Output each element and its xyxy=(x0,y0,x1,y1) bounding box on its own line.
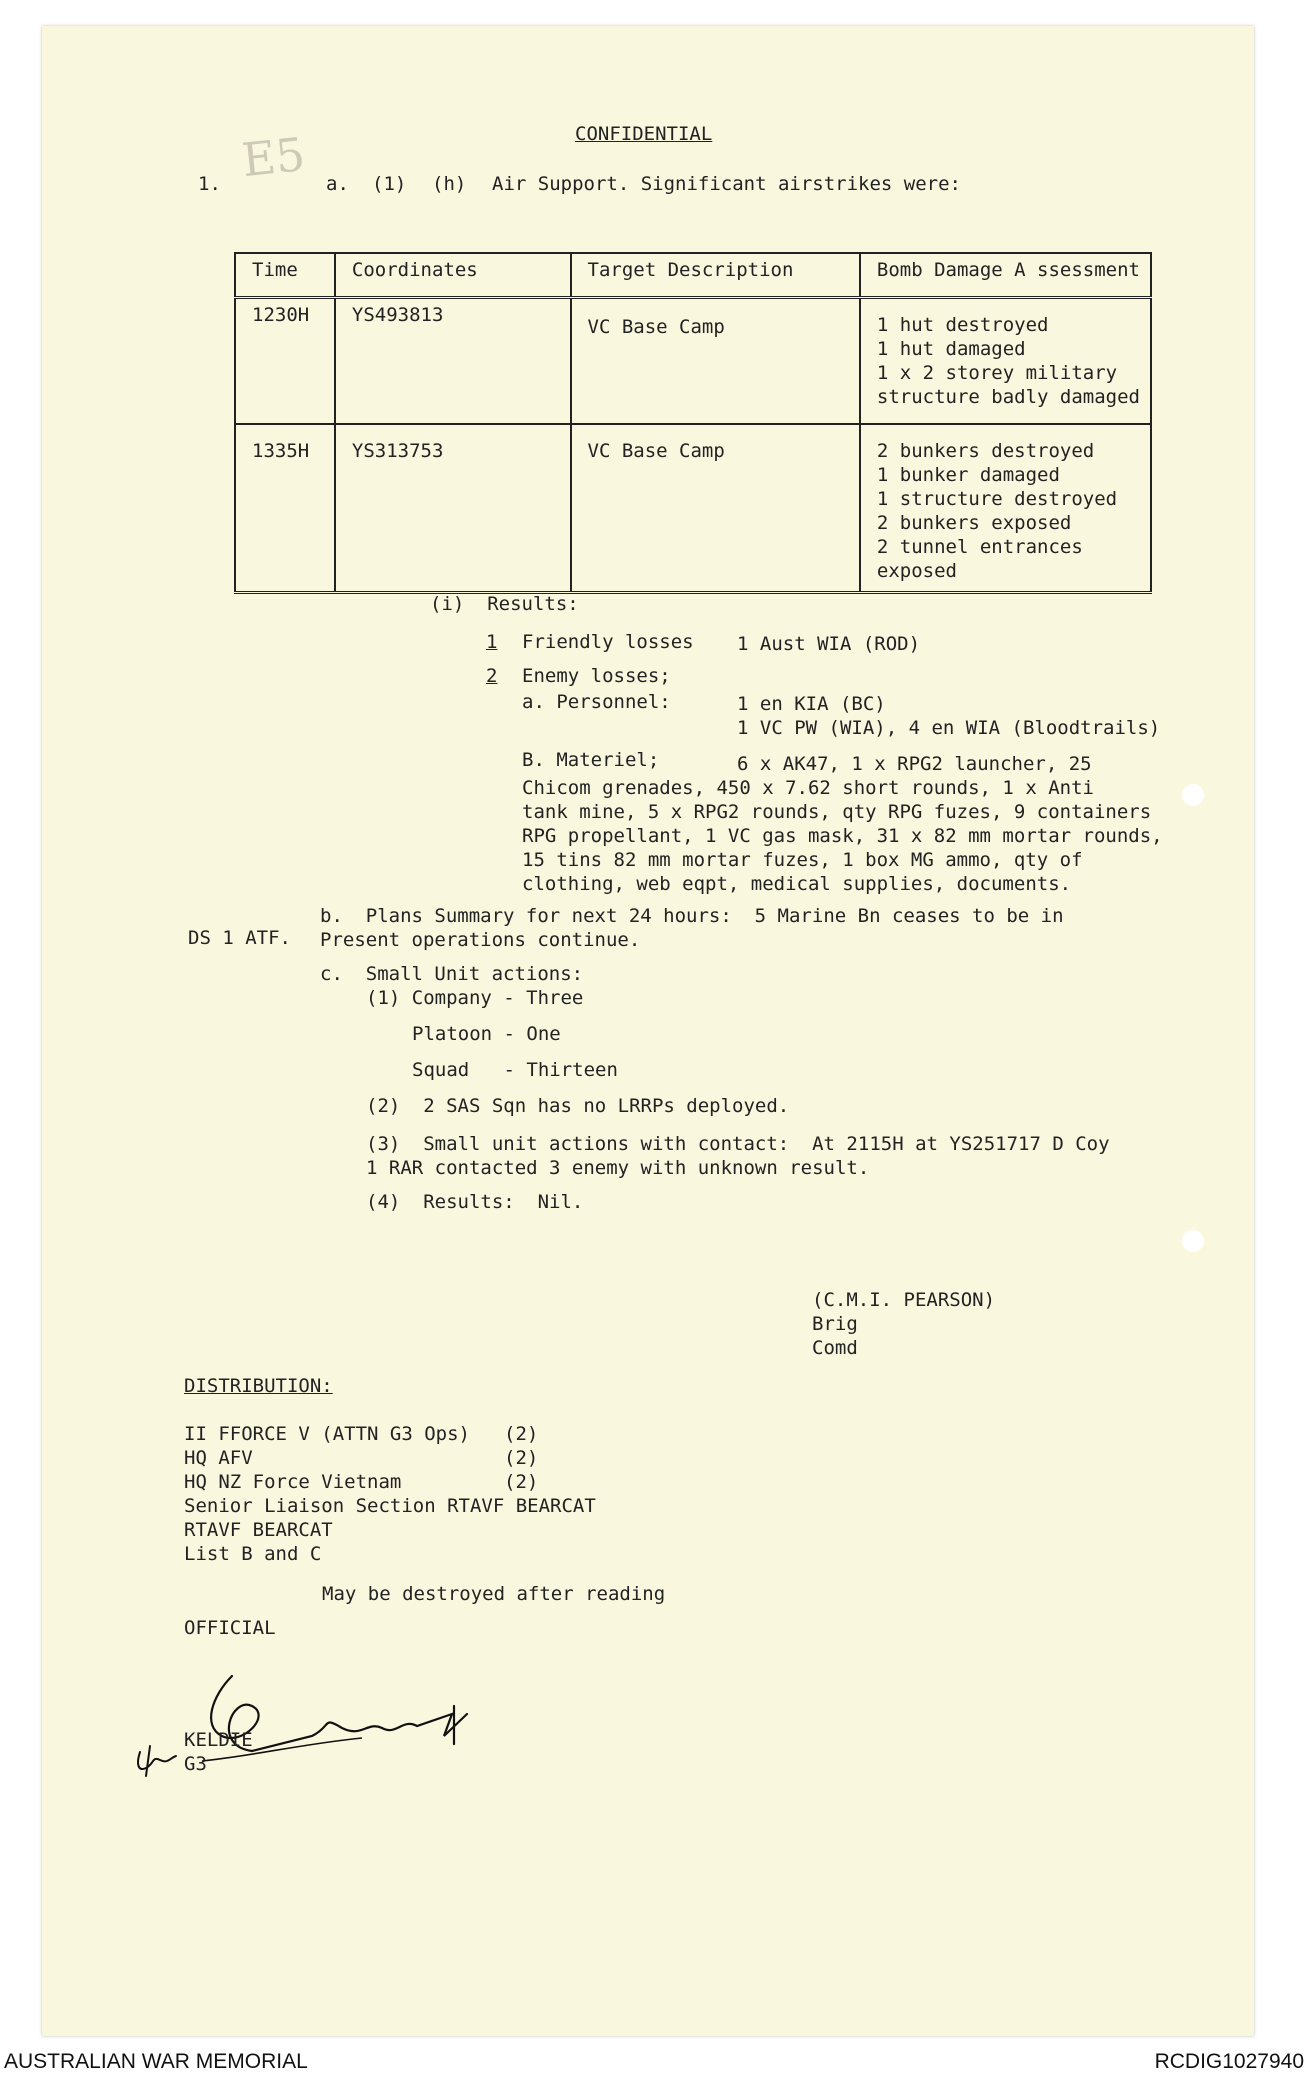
friendly-label: Friendly losses xyxy=(522,631,694,653)
distribution-count: (2) xyxy=(504,1471,539,1493)
small-unit-item3: (3) Small unit actions with contact: At 2115H at YS251717 D Coy xyxy=(366,1133,1110,1155)
keldie-name: KELDIE xyxy=(184,1729,253,1751)
para-text: Air Support. Significant airstrikes were: xyxy=(492,173,961,195)
classification-header: CONFIDENTIAL xyxy=(575,123,713,145)
bda-line: exposed xyxy=(876,560,957,582)
table-row xyxy=(235,424,1151,593)
distribution-count: (2) xyxy=(504,1423,539,1445)
distribution-line: HQ NZ Force Vietnam xyxy=(184,1471,402,1493)
signatory-rank: Brig xyxy=(812,1313,858,1335)
bda-line: 1 x 2 storey military xyxy=(876,362,1118,384)
distribution-heading: DISTRIBUTION: xyxy=(184,1375,333,1397)
cell-bda xyxy=(860,298,1151,425)
header-bda: Bomb Damage A ssessment xyxy=(860,253,1151,298)
table-row xyxy=(235,298,1151,425)
handwritten-signature xyxy=(192,1666,532,1786)
small-unit-platoon: Platoon - One xyxy=(412,1023,561,1045)
bomb-damage-table xyxy=(234,252,1152,594)
official-label: OFFICIAL xyxy=(184,1617,276,1639)
cell-target: VC Base Camp xyxy=(571,298,860,425)
small-unit-company: (1) Company - Three xyxy=(366,987,584,1009)
cell-bda xyxy=(860,424,1151,593)
plans-line: b. Plans Summary for next 24 hours: 5 Marine Bn ceases to be in xyxy=(320,905,1064,927)
materiel-line: RPG propellant, 1 VC gas mask, 31 x 82 mm mortar rounds, xyxy=(522,825,1163,847)
cell-time: 1335H xyxy=(235,424,335,593)
small-unit-item3-cont: 1 RAR contacted 3 enemy with unknown result. xyxy=(366,1157,870,1179)
bda-line: 1 hut destroyed xyxy=(876,314,1049,336)
bda-line: 1 bunker damaged xyxy=(876,464,1060,486)
materiel-line: clothing, web eqpt, medical supplies, documents. xyxy=(522,873,1072,895)
footer-record-id: RCDIG1027940 xyxy=(1154,2050,1304,2073)
table-header-row xyxy=(235,253,1151,298)
distribution-line: II FFORCE V (ATTN G3 Ops) xyxy=(184,1423,470,1445)
bda-line: 2 bunkers destroyed xyxy=(876,440,1095,462)
keldie-appointment: G3 xyxy=(184,1753,207,1775)
materiel-line: tank mine, 5 x RPG2 rounds, qty RPG fuzes, 9 containers xyxy=(522,801,1152,823)
personnel-line: 1 en KIA (BC) xyxy=(737,693,886,715)
distribution-line: RTAVF BEARCAT xyxy=(184,1519,333,1541)
small-unit-squad: Squad - Thirteen xyxy=(412,1059,618,1081)
para-sub-a: a. xyxy=(326,173,349,195)
bda-line: 1 structure destroyed xyxy=(876,488,1118,510)
distribution-line: HQ AFV xyxy=(184,1447,253,1469)
distribution-line: Senior Liaison Section RTAVF BEARCAT xyxy=(184,1495,596,1517)
punch-hole xyxy=(1182,784,1204,806)
distribution-line: List B and C xyxy=(184,1543,322,1565)
document-sheet xyxy=(42,26,1254,2036)
bda-line: structure badly damaged xyxy=(876,386,1140,408)
header-time: Time xyxy=(235,253,335,298)
enemy-label: Enemy losses; xyxy=(522,665,671,687)
plans-continue: Present operations continue. xyxy=(320,929,641,951)
plans-ds: DS 1 ATF. xyxy=(188,927,291,949)
small-unit-heading: c. Small Unit actions: xyxy=(320,963,584,985)
para-sub-1: (1) xyxy=(372,173,407,195)
bda-line: 1 hut damaged xyxy=(876,338,1026,360)
cell-time: 1230H xyxy=(235,298,335,425)
signatory-name: (C.M.I. PEARSON) xyxy=(812,1289,996,1311)
cell-target: VC Base Camp xyxy=(571,424,860,593)
materiel-line: 15 tins 82 mm mortar fuzes, 1 box MG ammo, qty of xyxy=(522,849,1083,871)
enemy-number: 2 xyxy=(486,665,498,687)
bda-line: 2 bunkers exposed xyxy=(876,512,1072,534)
header-target: Target Description xyxy=(571,253,860,298)
materiel-line: 6 x AK47, 1 x RPG2 launcher, 25 xyxy=(737,753,1092,775)
footer-archive-name: AUSTRALIAN WAR MEMORIAL xyxy=(4,2050,308,2073)
cell-coordinates: YS313753 xyxy=(335,424,571,593)
bda-line: 2 tunnel entrances xyxy=(876,536,1083,558)
materiel-line: Chicom grenades, 450 x 7.62 short rounds, 1 x Anti xyxy=(522,777,1094,799)
punch-hole xyxy=(1182,1230,1204,1252)
materiel-label: B. Materiel; xyxy=(522,749,660,771)
for-initials xyxy=(132,1742,192,1782)
small-unit-item4: (4) Results: Nil. xyxy=(366,1191,584,1213)
destroy-note: May be destroyed after reading xyxy=(322,1583,666,1605)
signatory-role: Comd xyxy=(812,1337,858,1359)
header-coordinates: Coordinates xyxy=(335,253,571,298)
distribution-count: (2) xyxy=(504,1447,539,1469)
friendly-value: 1 Aust WIA (ROD) xyxy=(737,633,921,655)
para-number: 1. xyxy=(198,173,221,195)
friendly-number: 1 xyxy=(486,631,498,653)
personnel-line: 1 VC PW (WIA), 4 en WIA (Bloodtrails) xyxy=(737,717,1161,739)
cell-coordinates: YS493813 xyxy=(335,298,571,425)
results-label: (i) Results: xyxy=(430,593,579,615)
para-sub-h: (h) xyxy=(432,173,467,195)
small-unit-item2: (2) 2 SAS Sqn has no LRRPs deployed. xyxy=(366,1095,790,1117)
pencil-folio-mark: E5 xyxy=(239,126,308,188)
personnel-label: a. Personnel: xyxy=(522,691,671,713)
